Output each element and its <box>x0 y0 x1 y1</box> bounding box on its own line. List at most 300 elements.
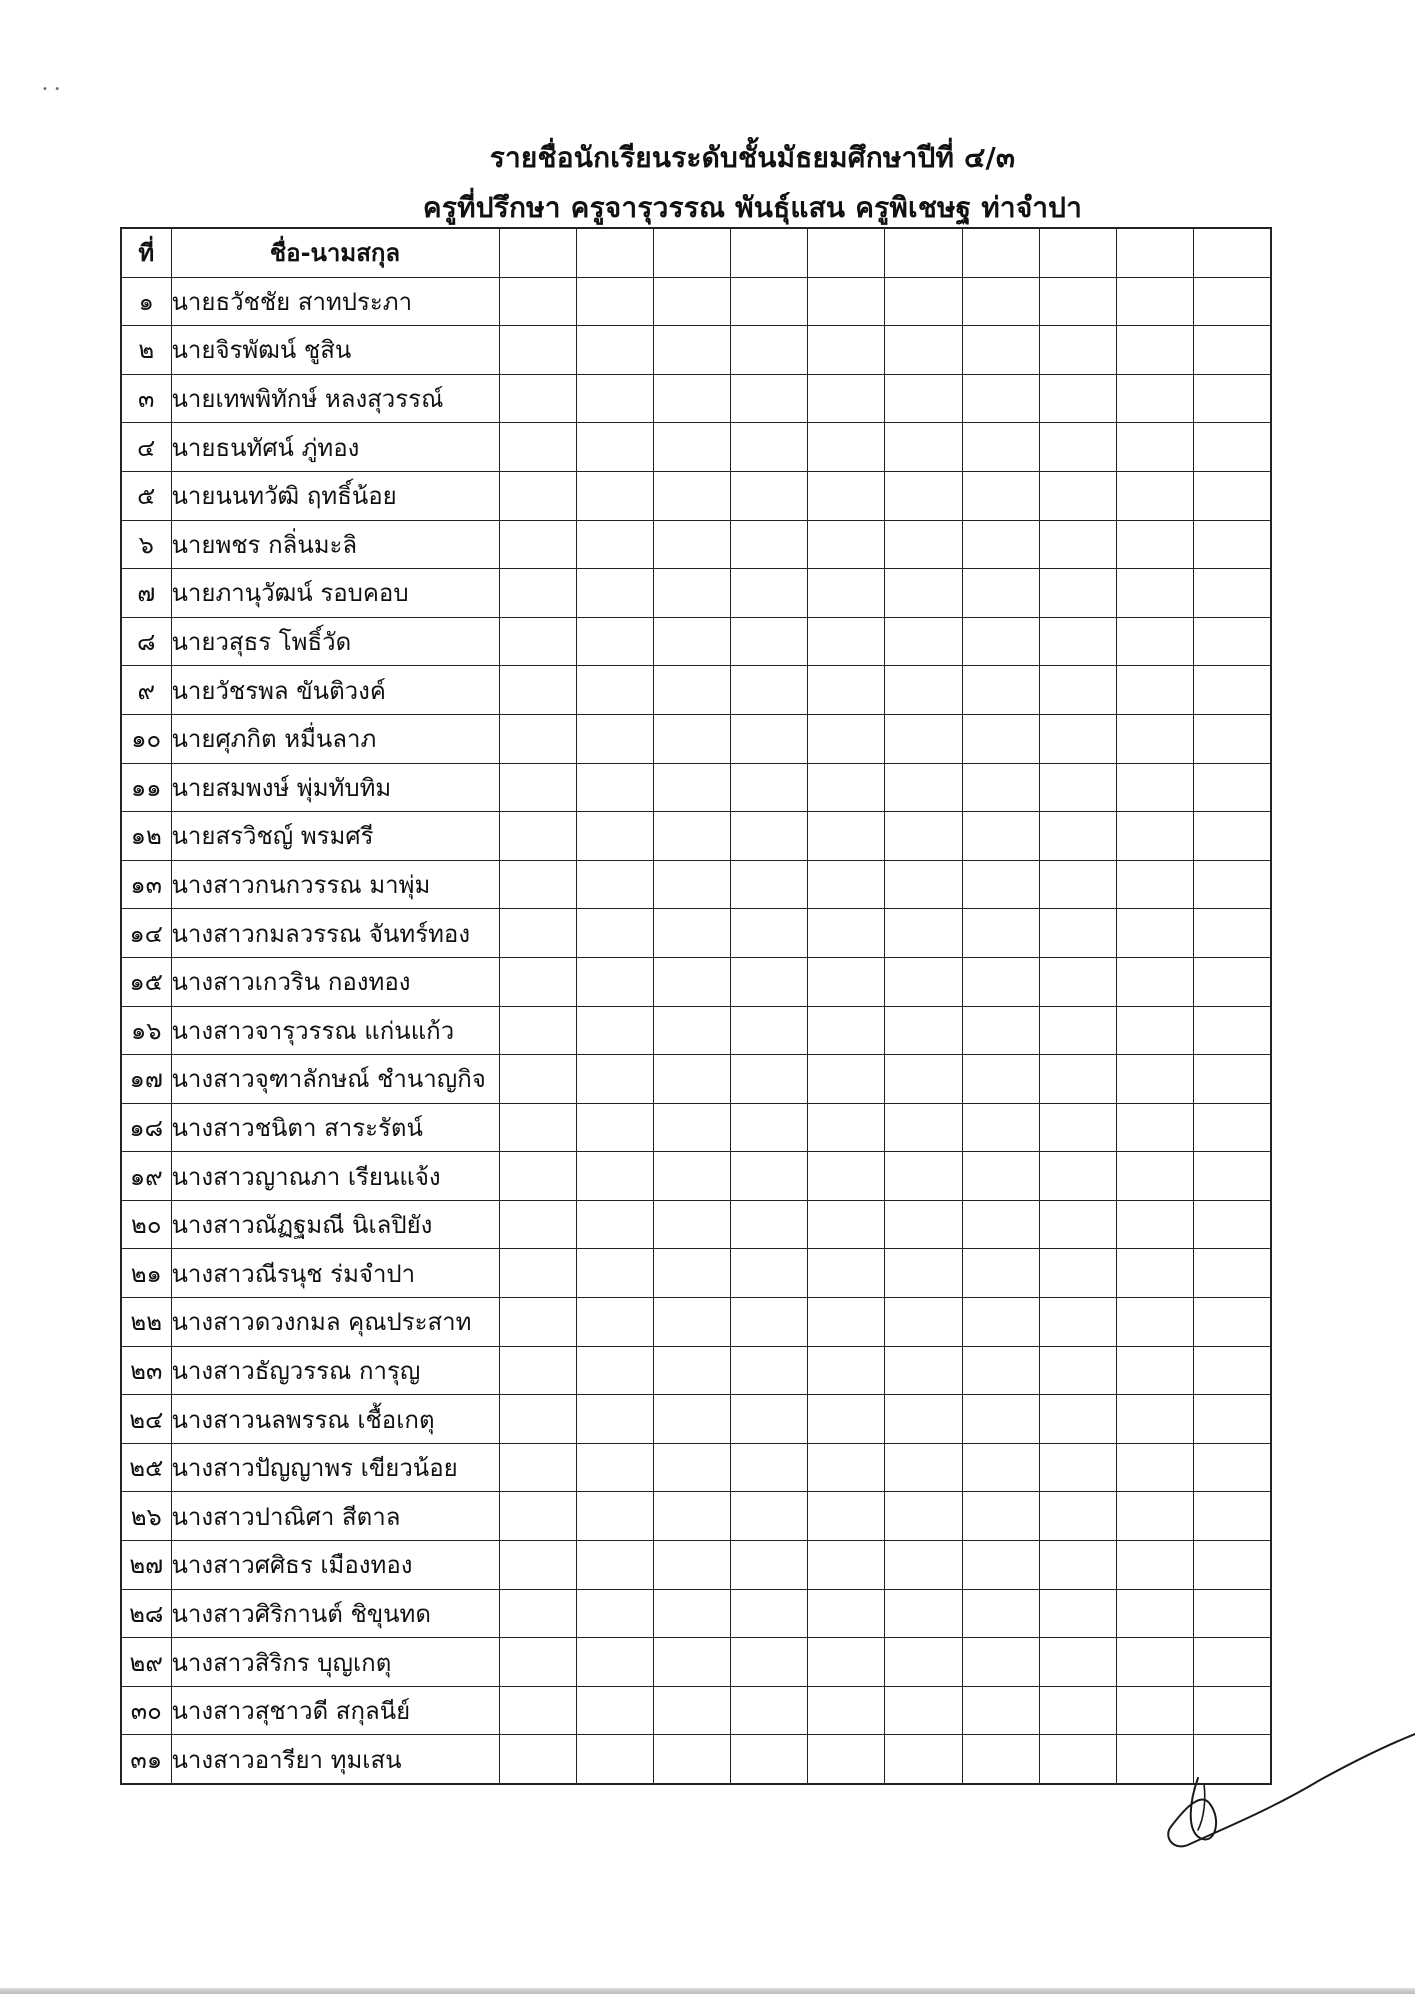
table-row <box>121 423 1271 472</box>
check-cell <box>1194 1589 1271 1638</box>
check-cell <box>1117 1006 1194 1055</box>
check-cell <box>576 909 653 958</box>
check-cell <box>808 1395 885 1444</box>
check-cell <box>731 374 808 423</box>
check-cell <box>731 1249 808 1298</box>
check-cell <box>576 860 653 909</box>
check-cell <box>653 1200 730 1249</box>
check-cell <box>653 909 730 958</box>
check-cell <box>1117 1346 1194 1395</box>
check-cell <box>731 1686 808 1735</box>
check-cell <box>576 1638 653 1687</box>
student-name: นางสาวณีรนุช ร่มจำปา <box>171 1249 499 1298</box>
table-row <box>121 957 1271 1006</box>
check-cell <box>576 277 653 326</box>
check-cell <box>1194 812 1271 861</box>
check-cell <box>653 326 730 375</box>
student-name: นางสาวปาณิศา สีตาล <box>171 1492 499 1541</box>
student-name: นางสาวธัญวรรณ การุญ <box>171 1346 499 1395</box>
check-cell <box>885 374 962 423</box>
check-cell <box>731 326 808 375</box>
check-cell <box>731 957 808 1006</box>
row-number: ๕ <box>121 471 171 520</box>
student-name: นางสาวเกวริน กองทอง <box>171 957 499 1006</box>
row-number: ๓๑ <box>121 1735 171 1784</box>
check-cell <box>808 1006 885 1055</box>
check-cell <box>653 569 730 618</box>
check-cell <box>1194 374 1271 423</box>
check-cell <box>653 374 730 423</box>
check-cell <box>1039 1589 1116 1638</box>
check-cell <box>1117 1249 1194 1298</box>
check-cell <box>885 1638 962 1687</box>
check-cell <box>962 763 1039 812</box>
check-cell <box>1117 374 1194 423</box>
row-number: ๑๘ <box>121 1103 171 1152</box>
check-cell <box>962 1735 1039 1784</box>
row-number: ๑๐ <box>121 714 171 763</box>
check-cell <box>1117 1492 1194 1541</box>
check-cell <box>1039 1638 1116 1687</box>
check-cell <box>962 1443 1039 1492</box>
check-cell <box>962 1152 1039 1201</box>
check-cell <box>1117 1541 1194 1590</box>
check-cell <box>499 1443 576 1492</box>
header-check-cell <box>1039 228 1116 277</box>
check-cell <box>653 666 730 715</box>
check-cell <box>653 812 730 861</box>
check-cell <box>808 1103 885 1152</box>
check-cell <box>1039 1686 1116 1735</box>
check-cell <box>808 569 885 618</box>
check-cell <box>499 1298 576 1347</box>
table-row <box>121 1443 1271 1492</box>
check-cell <box>731 909 808 958</box>
check-cell <box>808 471 885 520</box>
check-cell <box>731 860 808 909</box>
check-cell <box>1117 1298 1194 1347</box>
student-roster-table <box>120 227 1272 1785</box>
check-cell <box>653 714 730 763</box>
check-cell <box>1194 714 1271 763</box>
check-cell <box>1117 1055 1194 1104</box>
check-cell <box>653 617 730 666</box>
check-cell <box>653 1589 730 1638</box>
check-cell <box>499 666 576 715</box>
check-cell <box>499 957 576 1006</box>
check-cell <box>576 1346 653 1395</box>
table-row <box>121 326 1271 375</box>
check-cell <box>885 1103 962 1152</box>
check-cell <box>1117 909 1194 958</box>
check-cell <box>962 666 1039 715</box>
check-cell <box>962 1055 1039 1104</box>
student-name: นายศุภกิต หมื่นลาภ <box>171 714 499 763</box>
check-cell <box>885 326 962 375</box>
header-check-cell <box>731 228 808 277</box>
check-cell <box>499 1152 576 1201</box>
table-row <box>121 1249 1271 1298</box>
check-cell <box>576 1103 653 1152</box>
check-cell <box>731 1200 808 1249</box>
table-header-row <box>121 228 1271 277</box>
check-cell <box>576 1055 653 1104</box>
check-cell <box>653 1055 730 1104</box>
advisor-line: ครูที่ปรึกษา ครูจารุวรรณ พันธุ์แสน ครูพิเชษฐ ท่าจำปา <box>422 191 1083 224</box>
table-row <box>121 1298 1271 1347</box>
row-number: ๑๔ <box>121 909 171 958</box>
student-name: นายสมพงษ์ พุ่มทับทิม <box>171 763 499 812</box>
check-cell <box>1194 617 1271 666</box>
check-cell <box>808 423 885 472</box>
check-cell <box>1194 1492 1271 1541</box>
header-check-cell <box>962 228 1039 277</box>
row-number: ๒๘ <box>121 1589 171 1638</box>
check-cell <box>653 1298 730 1347</box>
check-cell <box>962 569 1039 618</box>
check-cell <box>576 520 653 569</box>
check-cell <box>808 277 885 326</box>
check-cell <box>885 1200 962 1249</box>
check-cell <box>808 909 885 958</box>
check-cell <box>885 812 962 861</box>
check-cell <box>653 957 730 1006</box>
check-cell <box>653 1492 730 1541</box>
check-cell <box>731 1443 808 1492</box>
check-cell <box>808 326 885 375</box>
check-cell <box>808 617 885 666</box>
check-cell <box>499 1103 576 1152</box>
check-cell <box>1117 1589 1194 1638</box>
row-number: ๓ <box>121 374 171 423</box>
table-row <box>121 1735 1271 1784</box>
check-cell <box>885 1006 962 1055</box>
table-row <box>121 1395 1271 1444</box>
row-number: ๑๒ <box>121 812 171 861</box>
check-cell <box>1039 1346 1116 1395</box>
check-cell <box>885 1735 962 1784</box>
check-cell <box>576 1492 653 1541</box>
table-row <box>121 374 1271 423</box>
check-cell <box>1039 1249 1116 1298</box>
check-cell <box>1194 860 1271 909</box>
header-check-cell <box>1117 228 1194 277</box>
table-row <box>121 763 1271 812</box>
check-cell <box>576 1249 653 1298</box>
check-cell <box>885 1346 962 1395</box>
check-cell <box>653 1686 730 1735</box>
header-check-cell <box>808 228 885 277</box>
check-cell <box>885 1589 962 1638</box>
check-cell <box>1194 326 1271 375</box>
check-cell <box>576 812 653 861</box>
check-cell <box>1039 1006 1116 1055</box>
student-name: นายสรวิชญ์ พรมศรี <box>171 812 499 861</box>
check-cell <box>808 1249 885 1298</box>
check-cell <box>1194 569 1271 618</box>
check-cell <box>1039 909 1116 958</box>
check-cell <box>499 326 576 375</box>
check-cell <box>499 1249 576 1298</box>
check-cell <box>885 957 962 1006</box>
check-cell <box>731 1638 808 1687</box>
check-cell <box>653 1541 730 1590</box>
check-cell <box>731 1152 808 1201</box>
check-cell <box>885 763 962 812</box>
header-check-cell <box>576 228 653 277</box>
check-cell <box>1039 1395 1116 1444</box>
header-check-cell <box>653 228 730 277</box>
check-cell <box>885 1541 962 1590</box>
check-cell <box>1117 277 1194 326</box>
check-cell <box>808 1541 885 1590</box>
check-cell <box>731 666 808 715</box>
check-cell <box>499 471 576 520</box>
check-cell <box>499 1055 576 1104</box>
check-cell <box>808 1589 885 1638</box>
check-cell <box>1039 617 1116 666</box>
check-cell <box>731 1298 808 1347</box>
table-row <box>121 1152 1271 1201</box>
check-cell <box>499 1541 576 1590</box>
check-cell <box>499 812 576 861</box>
check-cell <box>808 520 885 569</box>
table-row <box>121 277 1271 326</box>
check-cell <box>731 714 808 763</box>
check-cell <box>576 326 653 375</box>
check-cell <box>731 277 808 326</box>
table-row <box>121 569 1271 618</box>
check-cell <box>1039 1152 1116 1201</box>
check-cell <box>731 812 808 861</box>
check-cell <box>808 1638 885 1687</box>
check-cell <box>499 714 576 763</box>
student-name: นายเทพพิทักษ์ หลงสุวรรณ์ <box>171 374 499 423</box>
check-cell <box>1117 1103 1194 1152</box>
roster-body <box>121 277 1271 1784</box>
row-number: ๒๑ <box>121 1249 171 1298</box>
check-cell <box>1039 1443 1116 1492</box>
check-cell <box>576 1200 653 1249</box>
check-cell <box>1117 714 1194 763</box>
check-cell <box>499 1686 576 1735</box>
student-name: นางสาวกนกวรรณ มาพุ่ม <box>171 860 499 909</box>
header-check-cell <box>1194 228 1271 277</box>
check-cell <box>885 1395 962 1444</box>
check-cell <box>1194 1346 1271 1395</box>
table-row <box>121 1686 1271 1735</box>
check-cell <box>1039 666 1116 715</box>
check-cell <box>576 957 653 1006</box>
check-cell <box>731 1055 808 1104</box>
check-cell <box>885 1055 962 1104</box>
student-name: นายวัชรพล ขันติวงค์ <box>171 666 499 715</box>
check-cell <box>499 1492 576 1541</box>
check-cell <box>808 1298 885 1347</box>
row-number: ๗ <box>121 569 171 618</box>
check-cell <box>962 423 1039 472</box>
check-cell <box>808 1152 885 1201</box>
check-cell <box>962 1346 1039 1395</box>
header-check-cell <box>499 228 576 277</box>
check-cell <box>962 1686 1039 1735</box>
student-name: นางสาวจุฑาลักษณ์ ชำนาญกิจ <box>171 1055 499 1104</box>
check-cell <box>653 1735 730 1784</box>
check-cell <box>731 617 808 666</box>
check-cell <box>731 1395 808 1444</box>
table-row <box>121 1638 1271 1687</box>
row-number: ๑๕ <box>121 957 171 1006</box>
check-cell <box>1194 957 1271 1006</box>
table-row <box>121 812 1271 861</box>
check-cell <box>962 1298 1039 1347</box>
check-cell <box>962 1589 1039 1638</box>
student-name: นายธนทัศน์ ภู่ทอง <box>171 423 499 472</box>
check-cell <box>885 520 962 569</box>
table-row <box>121 1103 1271 1152</box>
check-cell <box>962 1249 1039 1298</box>
student-name: นางสาวชนิตา สาระรัตน์ <box>171 1103 499 1152</box>
check-cell <box>885 909 962 958</box>
check-cell <box>499 1200 576 1249</box>
check-cell <box>962 1638 1039 1687</box>
check-cell <box>962 714 1039 763</box>
student-name: นายพชร กลิ่นมะลิ <box>171 520 499 569</box>
check-cell <box>962 520 1039 569</box>
check-cell <box>1039 860 1116 909</box>
check-cell <box>1194 1249 1271 1298</box>
student-name: นางสาวปัญญาพร เขียวน้อย <box>171 1443 499 1492</box>
student-name: นางสาวนลพรรณ เชื้อเกตุ <box>171 1395 499 1444</box>
check-cell <box>499 909 576 958</box>
row-number: ๘ <box>121 617 171 666</box>
check-cell <box>885 1443 962 1492</box>
check-cell <box>576 666 653 715</box>
check-cell <box>499 374 576 423</box>
student-name: นางสาวอารียา ทุมเสน <box>171 1735 499 1784</box>
check-cell <box>653 1638 730 1687</box>
check-cell <box>1194 471 1271 520</box>
row-number: ๑ <box>121 277 171 326</box>
row-number: ๙ <box>121 666 171 715</box>
check-cell <box>808 1686 885 1735</box>
check-cell <box>653 860 730 909</box>
header-name: ชื่อ-นามสกุล <box>171 228 499 277</box>
row-number: ๑๑ <box>121 763 171 812</box>
check-cell <box>962 1200 1039 1249</box>
row-number: ๑๙ <box>121 1152 171 1201</box>
check-cell <box>885 860 962 909</box>
handwritten-signature <box>1160 1720 1415 1880</box>
row-number: ๒ <box>121 326 171 375</box>
student-name: นางสาวจารุวรรณ แก่นแก้ว <box>171 1006 499 1055</box>
check-cell <box>731 763 808 812</box>
table-row <box>121 909 1271 958</box>
check-cell <box>1039 1298 1116 1347</box>
check-cell <box>731 471 808 520</box>
check-cell <box>885 277 962 326</box>
check-cell <box>808 1346 885 1395</box>
row-number: ๑๓ <box>121 860 171 909</box>
check-cell <box>808 1443 885 1492</box>
student-name: นางสาวศศิธร เมืองทอง <box>171 1541 499 1590</box>
check-cell <box>962 1541 1039 1590</box>
check-cell <box>499 520 576 569</box>
check-cell <box>499 1395 576 1444</box>
student-name: นางสาวสิริกร บุญเกตุ <box>171 1638 499 1687</box>
check-cell <box>962 617 1039 666</box>
check-cell <box>576 1006 653 1055</box>
table-row <box>121 1346 1271 1395</box>
row-number: ๒๐ <box>121 1200 171 1249</box>
check-cell <box>1194 1541 1271 1590</box>
table-row <box>121 617 1271 666</box>
check-cell <box>653 1443 730 1492</box>
check-cell <box>1039 569 1116 618</box>
check-cell <box>653 763 730 812</box>
check-cell <box>1117 520 1194 569</box>
row-number: ๖ <box>121 520 171 569</box>
row-number: ๔ <box>121 423 171 472</box>
check-cell <box>653 1346 730 1395</box>
check-cell <box>808 1735 885 1784</box>
check-cell <box>731 1541 808 1590</box>
check-cell <box>499 1589 576 1638</box>
check-cell <box>1117 763 1194 812</box>
check-cell <box>1194 666 1271 715</box>
student-name: นายภานุวัฒน์ รอบคอบ <box>171 569 499 618</box>
table-row <box>121 1200 1271 1249</box>
check-cell <box>653 471 730 520</box>
check-cell <box>1194 1298 1271 1347</box>
check-cell <box>885 1686 962 1735</box>
student-name: นางสาวสุชาวดี สกุลนีย์ <box>171 1686 499 1735</box>
check-cell <box>731 1492 808 1541</box>
document-title: รายชื่อนักเรียนระดับชั้นมัธยมศึกษาปีที่ ๔/๓ <box>489 141 1016 174</box>
table-row <box>121 714 1271 763</box>
check-cell <box>1117 1395 1194 1444</box>
row-number: ๑๗ <box>121 1055 171 1104</box>
check-cell <box>653 1249 730 1298</box>
check-cell <box>1039 1735 1116 1784</box>
check-cell <box>731 1589 808 1638</box>
check-cell <box>962 812 1039 861</box>
check-cell <box>1039 763 1116 812</box>
check-cell <box>1039 1055 1116 1104</box>
check-cell <box>1117 666 1194 715</box>
check-cell <box>1039 812 1116 861</box>
check-cell <box>962 1395 1039 1444</box>
header-number: ที่ <box>121 228 171 277</box>
check-cell <box>1194 1395 1271 1444</box>
check-cell <box>1039 1200 1116 1249</box>
student-name: นางสาวกมลวรรณ จันทร์ทอง <box>171 909 499 958</box>
check-cell <box>1117 617 1194 666</box>
check-cell <box>576 763 653 812</box>
scan-bottom-edge <box>0 1988 1415 1994</box>
check-cell <box>1117 957 1194 1006</box>
table-row <box>121 471 1271 520</box>
check-cell <box>808 957 885 1006</box>
check-cell <box>808 860 885 909</box>
check-cell <box>731 569 808 618</box>
check-cell <box>576 1395 653 1444</box>
check-cell <box>1039 957 1116 1006</box>
check-cell <box>962 957 1039 1006</box>
check-cell <box>576 714 653 763</box>
row-number: ๒๙ <box>121 1638 171 1687</box>
check-cell <box>576 374 653 423</box>
